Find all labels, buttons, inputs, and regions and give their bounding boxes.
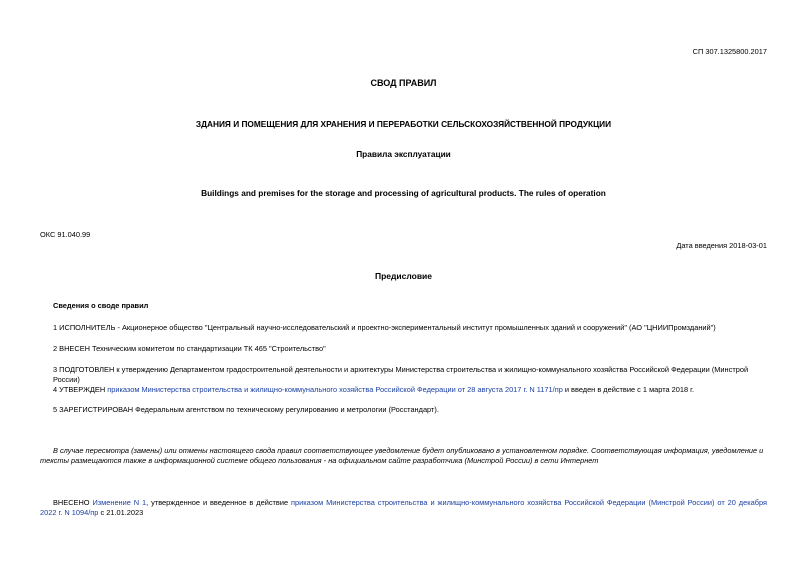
item-registered: 5 ЗАРЕГИСТРИРОВАН Федеральным агентством по техническому регулированию и метрологии (Росстандарт). xyxy=(53,405,439,414)
item-executor: 1 ИСПОЛНИТЕЛЬ - Акционерное общество "Центральный научно-исследовательский и проектно-экспериментальный институт промышленных зданий и сооружений" (АО "ЦНИИПромзданий") xyxy=(53,323,716,332)
change-1-link[interactable]: Изменение N 1 xyxy=(92,498,147,507)
item-approved xyxy=(53,385,767,395)
change-order-link[interactable]: приказом Министерства строительства и жилищно-коммунального хозяйства Российской Федерации (Минстрой России) от 20 декабря 2022 г. N 1094/пр xyxy=(40,498,767,517)
oks-code: ОКС 91.040.99 xyxy=(40,230,91,239)
introduction-date: Дата введения 2018-03-01 xyxy=(676,241,767,250)
rules-label: Правила эксплуатации xyxy=(356,149,451,159)
approval-order-link[interactable]: приказом Министерства строительства и жилищно-коммунального хозяйства Российской Федерации от 28 августа 2017 г. N 1171/пр xyxy=(107,385,563,394)
item-approved-prefix: 4 УТВЕРЖДЕН xyxy=(53,385,108,394)
item-approved-suffix: и введен в действие с 1 марта 2018 г. xyxy=(562,385,695,394)
item-submitted: 2 ВНЕСЕН Техническим комитетом по стандартизации ТК 465 "Строительство" xyxy=(53,344,326,353)
change-prefix: ВНЕСЕНО xyxy=(53,498,93,507)
revision-note: В случае пересмотра (замены) или отмены настоящего свода правил соответствующее уведомление будет опубликовано в установленном порядке. Соответствующая информация, уведомление и тексты размещаются также в информационной системе общего пользования - на официальном сайте разработчика (Минстрой России) в сети Интернет xyxy=(40,446,764,465)
item-prepared: 3 ПОДГОТОВЛЕН к утверждению Департаментом градостроительной деятельности и архитектуры Министерства строительства и жилищно-коммунального хозяйства Российской Федерации (Минстрой России) xyxy=(53,365,749,384)
foreword-heading: Предисловие xyxy=(374,271,433,281)
document-subject-title: ЗДАНИЯ И ПОМЕЩЕНИЯ ДЛЯ ХРАНЕНИЯ И ПЕРЕРАБОТКИ СЕЛЬСКОХОЗЯЙСТВЕННОЙ ПРОДУКЦИИ xyxy=(195,119,612,129)
info-heading: Сведения о своде правил xyxy=(53,301,149,310)
english-title: Buildings and premises for the storage and processing of agricultural products. The rules of operation xyxy=(201,188,606,198)
document-type-title: СВОД ПРАВИЛ xyxy=(370,78,437,88)
document-code: СП 307.1325800.2017 xyxy=(692,47,767,56)
change-mid: , утвержденное и введенное в действие xyxy=(146,498,291,507)
change-suffix: с 21.01.2023 xyxy=(98,507,144,517)
change-note xyxy=(40,498,767,517)
